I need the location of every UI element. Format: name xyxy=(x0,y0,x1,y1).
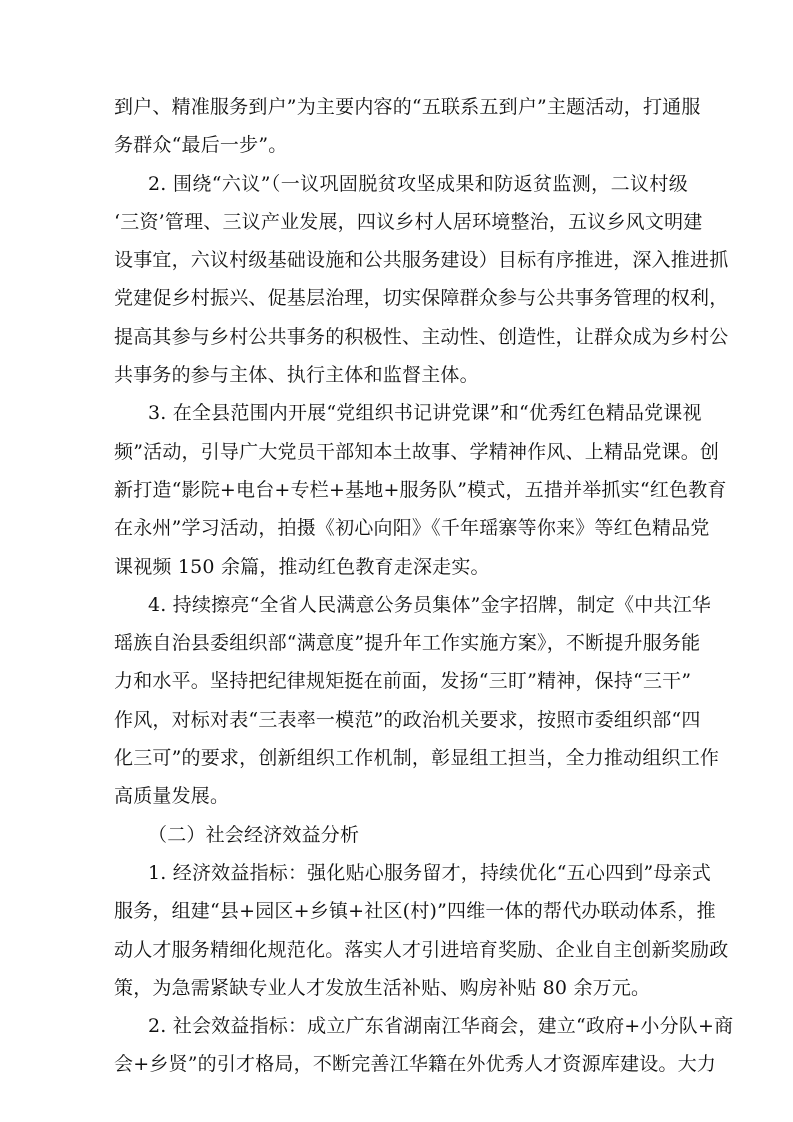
text-line: 高质量发展。 xyxy=(114,785,230,808)
document-body xyxy=(114,88,734,1084)
text-line: 共事务的参与主体、执行主体和监督主体。 xyxy=(114,364,479,387)
text-line: 课视频 150 余篇，推动红色教育走深走实。 xyxy=(114,555,490,578)
text-line: 作风，对标对表“三表率一模范”的政治机关要求，按照市委组织部“四 xyxy=(114,708,701,731)
text-line: ‘三资’管理、三议产业发展，四议乡村人居环境整治，五议乡风文明建 xyxy=(114,210,703,233)
text-line: 设事宜，六议村级基础设施和公共服务建设）目标有序推进，深入推进抓 xyxy=(114,249,729,272)
text-line: 动人才服务精细化规范化。落实人才引进培育奖励、企业自主创新奖励政 xyxy=(114,938,729,961)
text-line: 化三可”的要求，创新组织工作机制，彰显组工担当，全力推动组织工作 xyxy=(114,747,720,770)
text-line: 力和水平。坚持把纪律规矩挺在前面，发扬“三盯”精神，保持“三干” xyxy=(114,670,692,693)
text-line: 策，为急需紧缺专业人才发放生活补贴、购房补贴 80 余万元。 xyxy=(114,976,651,999)
text-line: 提高其参与乡村公共事务的积极性、主动性、创造性，让群众成为乡村公 xyxy=(114,325,729,348)
text-line: 4. 持续擦亮“全省人民满意公务员集体”金字招牌，制定《中共江华 xyxy=(148,593,711,616)
text-line: 2. 社会效益指标：成立广东省湖南江华商会，建立“政府+小分队+商 xyxy=(148,1015,734,1038)
text-line: 党建促乡村振兴、促基层治理，切实保障群众参与公共事务管理的权利， xyxy=(114,287,729,310)
text-line: 3. 在全县范围内开展“党组织书记讲党课”和“优秀红色精品党课视 xyxy=(148,402,702,425)
text-line: 会+乡贤”的引才格局，不断完善江华籍在外优秀人才资源库建设。大力 xyxy=(114,1053,717,1076)
text-line: 2. 围绕“六议”（一议巩固脱贫攻坚成果和防返贫监测，二议村级 xyxy=(148,172,688,195)
text-line: 务群众“最后一步”。 xyxy=(114,134,288,157)
text-line: 新打造“影院+电台+专栏+基地+服务队”模式，五措并举抓实“红色教育 xyxy=(114,478,727,501)
text-line: 服务，组建“县+园区+乡镇+社区(村)”四维一体的帮代办联动体系，推 xyxy=(114,900,716,923)
text-line: 在永州”学习活动，拍摄《初心向阳》《千年瑶寨等你来》等红色精品党 xyxy=(114,517,710,540)
text-line: 瑶族自治县委组织部“满意度”提升年工作实施方案》，不断提升服务能 xyxy=(114,632,701,655)
text-line: 到户、精准服务到户”为主要内容的“五联系五到户”主题活动，打通服 xyxy=(114,96,701,118)
section-heading: （二）社会经济效益分析 xyxy=(148,823,360,846)
text-line: 1. 经济效益指标：强化贴心服务留才，持续优化“五心四到”母亲式 xyxy=(148,861,711,884)
text-line: 频”活动，引导广大党员干部知本土故事、学精神作风、上精品党课。创 xyxy=(114,440,720,463)
